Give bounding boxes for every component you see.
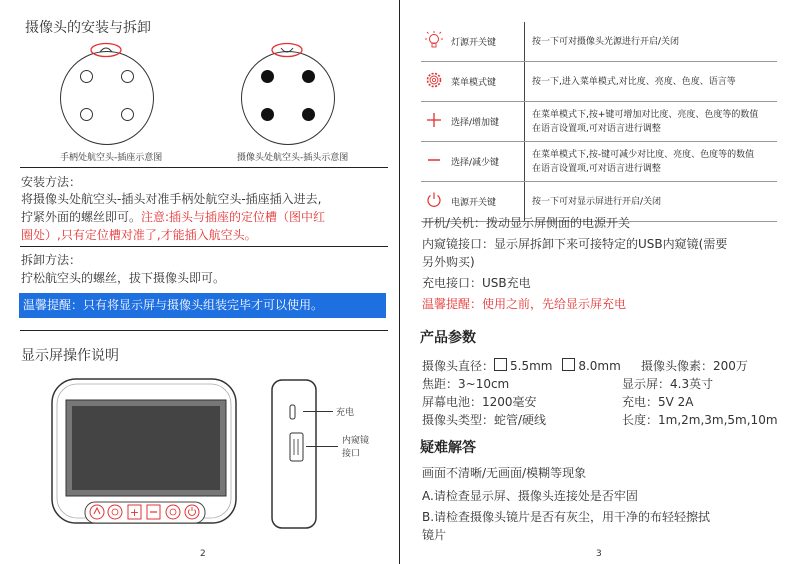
charge-leader-line bbox=[303, 411, 333, 412]
caption-plug: 摄像头处航空头-插头示意图 bbox=[237, 153, 349, 163]
tip-banner: 温馨提醒：只有将显示屏与摄像头组装完毕才可以使用。 bbox=[19, 293, 386, 318]
spec-length: 长度：1m,2m,3m,5m,10m bbox=[622, 413, 778, 427]
key-function-table bbox=[421, 22, 777, 222]
bulb-icon bbox=[424, 30, 444, 50]
warm-tip: 温馨提醒：使用之前，先给显示屏充电 bbox=[422, 297, 627, 311]
charge-port-text: 充电接口：USB充电 bbox=[422, 276, 531, 290]
spec-camera-type: 摄像头类型：蛇管/硬线 bbox=[422, 413, 547, 427]
params-title: 产品参数 bbox=[420, 330, 476, 346]
gear-icon bbox=[424, 70, 444, 90]
key-desc: 按一下可对显示屏进行开启/关闭 bbox=[525, 182, 778, 222]
faq-problem: 画面不清晰/无画面/模糊等现象 bbox=[422, 466, 587, 480]
divider bbox=[20, 167, 388, 168]
power-icon bbox=[424, 190, 444, 210]
plug-notch-highlight bbox=[269, 40, 305, 60]
checkbox-8-0mm bbox=[562, 358, 575, 371]
divider bbox=[20, 330, 388, 331]
label-charge: 充电 bbox=[336, 408, 355, 418]
spec-battery: 屏幕电池：1200毫安 bbox=[422, 395, 537, 409]
faq-title: 疑难解答 bbox=[420, 440, 476, 456]
manual-page-3 bbox=[400, 0, 799, 564]
minus-icon bbox=[424, 150, 444, 170]
svg-text:+: + bbox=[129, 506, 140, 519]
key-desc: 按一下,进入菜单模式,对比度、亮度、色度、语言等 bbox=[525, 62, 778, 102]
display-title: 显示屏操作说明 bbox=[21, 348, 119, 364]
key-desc: 在菜单模式下,按-键可减少对比度、亮度、色度等的数值 在语言设置项,可对语言进行调整 bbox=[525, 142, 778, 182]
table-row bbox=[421, 102, 777, 142]
spec-charge: 充电：5V 2A bbox=[622, 395, 694, 409]
key-name: 菜单模式键 bbox=[447, 62, 525, 102]
install-heading: 安装方法： bbox=[21, 175, 82, 189]
faq-answer-b-continued: 镜片 bbox=[422, 528, 447, 542]
key-desc: 按一下可对摄像头光源进行开启/关闭 bbox=[525, 22, 778, 62]
install-warning-continued: 圈处）,只有定位槽对准了,才能插入航空头。 bbox=[21, 228, 257, 242]
power-switch-text: 开机/关机：拨动显示屏侧面的电源开关 bbox=[422, 216, 631, 230]
table-row bbox=[421, 62, 777, 102]
key-desc: 在菜单模式下,按+键可增加对比度、亮度、色度等的数值 在语言设置项,可对语言进行调整 bbox=[525, 102, 778, 142]
faq-answer-a: A.请检查显示屏、摄像头连接处是否牢固 bbox=[422, 489, 638, 503]
key-name: 选择/减少键 bbox=[447, 142, 525, 182]
install-step-end: 拧紧外面的螺丝即可。 bbox=[21, 210, 142, 224]
display-device-illustration bbox=[40, 375, 250, 530]
spec-diameter: 摄像头直径： 5.5mm 8.0mm bbox=[422, 359, 621, 373]
endoscope-leader-line bbox=[306, 446, 338, 447]
table-row bbox=[421, 22, 777, 62]
key-name: 电源开关键 bbox=[447, 182, 525, 222]
remove-heading: 拆卸方法： bbox=[21, 253, 82, 267]
endoscope-port-text-continued: 另外购买) bbox=[422, 255, 475, 269]
spec-screen: 显示屏：4.3英寸 bbox=[622, 377, 714, 391]
key-name: 选择/增加键 bbox=[447, 102, 525, 142]
endoscope-port-text: 内窥镜接口：显示屏拆卸下来可接特定的USB内窥镜(需要 bbox=[422, 237, 728, 251]
install-warning: 注意:插头与插座的定位槽（图中红 bbox=[141, 210, 326, 224]
display-side-view bbox=[268, 377, 324, 533]
page-number: 2 bbox=[200, 549, 206, 559]
install-note-line bbox=[21, 208, 325, 225]
page-number: 3 bbox=[596, 549, 602, 559]
remove-text: 拧松航空头的螺丝，拔下摄像头即可。 bbox=[21, 271, 226, 285]
install-title: 摄像头的安装与拆卸 bbox=[25, 20, 151, 36]
key-name: 灯源开关键 bbox=[447, 22, 525, 62]
faq-answer-b: B.请检查摄像头镜片是否有灰尘，用干净的布轻轻擦拭 bbox=[422, 510, 711, 524]
label-endoscope-port: 内窥镜 接口 bbox=[342, 436, 370, 459]
spec-pixels: 摄像头像素：200万 bbox=[641, 359, 748, 373]
plus-icon bbox=[424, 110, 444, 130]
table-row bbox=[421, 142, 777, 182]
install-step-text: 将摄像头处航空头-插头对准手柄处航空头-插座插入进去, bbox=[21, 192, 322, 206]
spec-focus: 焦距：3~10cm bbox=[422, 377, 510, 391]
divider bbox=[20, 246, 388, 247]
caption-socket: 手柄处航空头-插座示意图 bbox=[60, 153, 163, 163]
socket-notch-highlight bbox=[88, 40, 124, 60]
checkbox-5-5mm bbox=[494, 358, 507, 371]
